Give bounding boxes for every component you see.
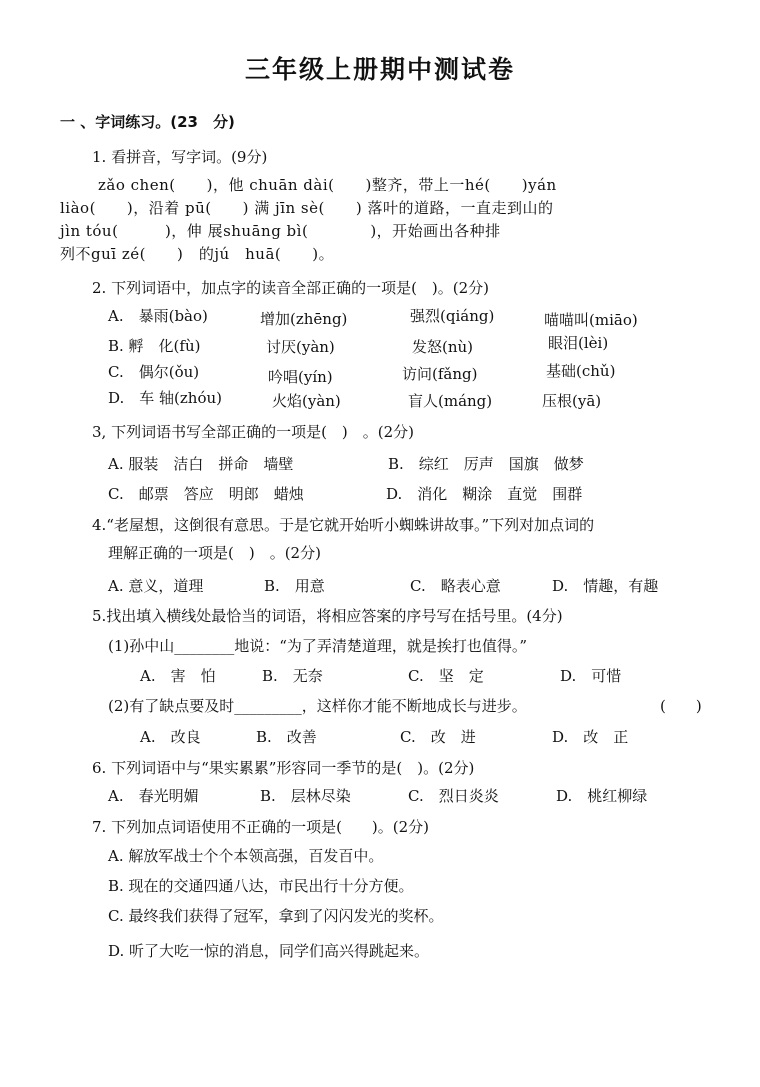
question-1-line-2: liào( )，沿着 pū( ) 满 jīn sè( ) 落叶的道路，一直走到山的 [60,199,554,217]
q5-sub1-option-d: D. 可惜 [560,667,622,685]
q5-sub-2: (2)有了缺点要及时_________，这样你才能不断地成长与进步。 [108,697,527,715]
q5-sub2-option-b: B. 改善 [256,728,317,746]
question-3-stem: 3, 下列词语书写全部正确的一项是( ) 。(2分) [92,423,415,441]
q5-sub2-option-c: C. 改 进 [400,728,476,746]
page-title: 三年级上册期中测试卷 [244,55,515,84]
q3-option-d: D. 消化 糊涂 直觉 围群 [386,485,583,503]
q5-sub-1: (1)孙中山________地说：“为了弄清楚道理，就是挨打也值得。” [108,637,528,655]
q3-option-a: A. 服装 洁白 拼命 墙壁 [108,455,294,473]
q2-option-d-1: D. 车 轴(zhóu) [108,389,222,407]
q2-option-c-2: 吟唱(yín) [268,368,333,386]
q6-option-b: B. 层林尽染 [260,787,351,805]
q5-sub2-option-a: A. 改良 [140,728,201,746]
q5-sub2-option-d: D. 改 正 [552,728,629,746]
q2-option-a-4: 喵喵叫(miāo) [544,311,638,329]
section-heading: 一 、字词练习。(23 分) [60,113,235,131]
q4-option-a: A. 意义，道理 [108,577,204,595]
q6-option-c: C. 烈日炎炎 [408,787,499,805]
q2-option-c-3: 访问(fǎng) [402,365,478,383]
question-6-stem: 6. 下列词语中与“果实累累”形容同一季节的是( )。(2分) [92,759,475,777]
q7-option-a: A. 解放军战士个个本领高强，百发百中。 [108,847,384,865]
q2-option-a-2: 增加(zhēng) [260,310,348,328]
question-4-stem-cont: 理解正确的一项是( ) 。(2分) [108,544,321,562]
q2-option-c-1: C. 偶尔(ǒu) [108,363,200,381]
question-1-line-4: 列不guī zé( ) 的jú huā( )。 [60,245,335,263]
q4-option-b: B. 用意 [264,577,325,595]
question-2-stem: 2. 下列词语中，加点字的读音全部正确的一项是( )。(2分) [92,279,490,297]
question-1-line-1: zǎo chen( )，他 chuān dài( )整齐，带上一hé( )yán [98,176,557,194]
q2-option-c-4: 基础(chǔ) [546,362,616,380]
q3-option-b: B. 综红 厉声 国旗 做梦 [388,455,584,473]
q2-option-b-1: B. 孵 化(fù) [108,337,201,355]
q2-option-a-3: 强烈(qiáng) [410,307,495,325]
q2-option-d-4: 压根(yā) [542,392,602,410]
q5-sub1-option-b: B. 无奈 [262,667,323,685]
q2-option-d-3: 盲人(máng) [408,392,493,410]
q4-option-d: D. 情趣，有趣 [552,577,659,595]
q2-option-b-2: 讨厌(yàn) [266,338,335,356]
q3-option-c: C. 邮票 答应 明郎 蜡烛 [108,485,304,503]
question-1-line-3: jìn tóu( )，伸 展shuāng bì( )，开始画出各种排 [60,222,501,240]
q7-option-d: D. 听了大吃一惊的消息，同学们高兴得跳起来。 [108,942,430,960]
question-5-stem: 5.找出填入横线处最恰当的词语，将相应答案的序号写在括号里。(4分) [92,607,563,625]
q7-option-b: B. 现在的交通四通八达，市民出行十分方便。 [108,877,414,895]
q5-sub2-answer-paren: ( ) [660,697,702,715]
question-4-stem: 4.“老屋想，这倒很有意思。于是它就开始听小蜘蛛讲故事。”下列对加点词的 [92,516,595,534]
q6-option-d: D. 桃红柳绿 [556,787,648,805]
q2-option-a-1: A. 暴雨(bào) [108,307,208,325]
q4-option-c: C. 略表心意 [410,577,501,595]
question-7-stem: 7. 下列加点词语使用不正确的一项是( )。(2分) [92,818,430,836]
question-1-stem: 1. 看拼音，写字词。(9分) [92,148,268,166]
q5-sub1-option-a: A. 害 怕 [140,667,216,685]
q5-sub1-option-c: C. 坚 定 [408,667,484,685]
q7-option-c: C. 最终我们获得了冠军，拿到了闪闪发光的奖杯。 [108,907,444,925]
q6-option-a: A. 春光明媚 [108,787,199,805]
q2-option-b-3: 发怒(nù) [412,338,474,356]
q2-option-b-4: 眼泪(lèi) [548,334,609,352]
q2-option-d-2: 火焰(yàn) [272,392,341,410]
